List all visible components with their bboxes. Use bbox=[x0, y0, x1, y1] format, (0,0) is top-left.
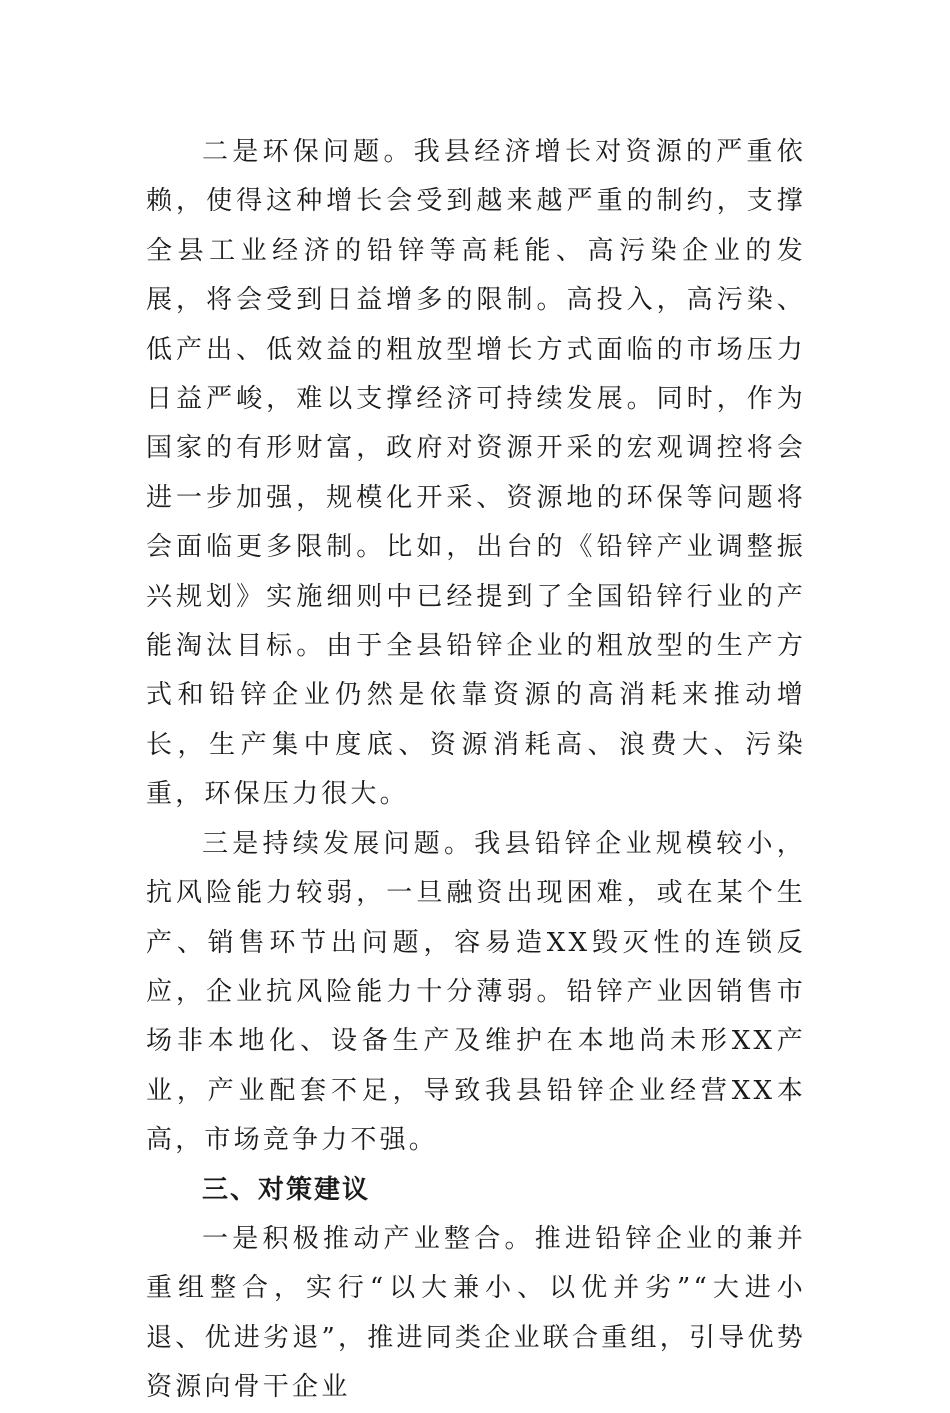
paragraph-industry-integration: 一是积极推动产业整合。推进铅锌企业的兼并重组整合，实行“以大兼小、以优并劣”“大进小退、优进劣退”，推进同类企业联合重组，引导优势资源向骨干企业 bbox=[146, 1223, 806, 1403]
paragraph-environmental-issues: 二是环保问题。我县经济增长对资源的严重依赖，使得这种增长会受到越来越严重的制约，支撑全县工业经济的铅锌等高耗能、高污染企业的发展，将会受到日益增多的限制。高投入，高污染、低产出、低效益的粗放型增长方式面临的市场压力日益严峻，难以支撑经济可持续发展。同时，作为国家的有形财富，政府对资源开采的宏观调控将会进一步加强，规模化开采、资源地的环保等问题将会面临更多限制。比如，出台的《铅锌产业调整振兴规划》实施细则中已经提到了全国铅锌行业的产能淘汰目标。由于全县铅锌企业的粗放型的生产方式和铅锌企业仍然是依靠资源的高消耗来推动增长，生产集中度底、资源消耗高、浪费大、污染重，环保压力很大。 bbox=[146, 137, 806, 810]
document-body bbox=[146, 128, 806, 1413]
section-heading-countermeasures: 三、对策建议 bbox=[202, 1174, 371, 1205]
paragraph-sustainable-development-issues: 三是持续发展问题。我县铅锌企业规模较小，抗风险能力较弱，一旦融资出现困难，或在某个生产、销售环节出问题，容易造XX毁灭性的连锁反应，企业抗风险能力十分薄弱。铅锌产业因销售市场非本地化、设备生产及维护在本地尚未形XX产业，产业配套不足，导致我县铅锌企业经营XX本高，市场竞争力不强。 bbox=[146, 828, 806, 1156]
